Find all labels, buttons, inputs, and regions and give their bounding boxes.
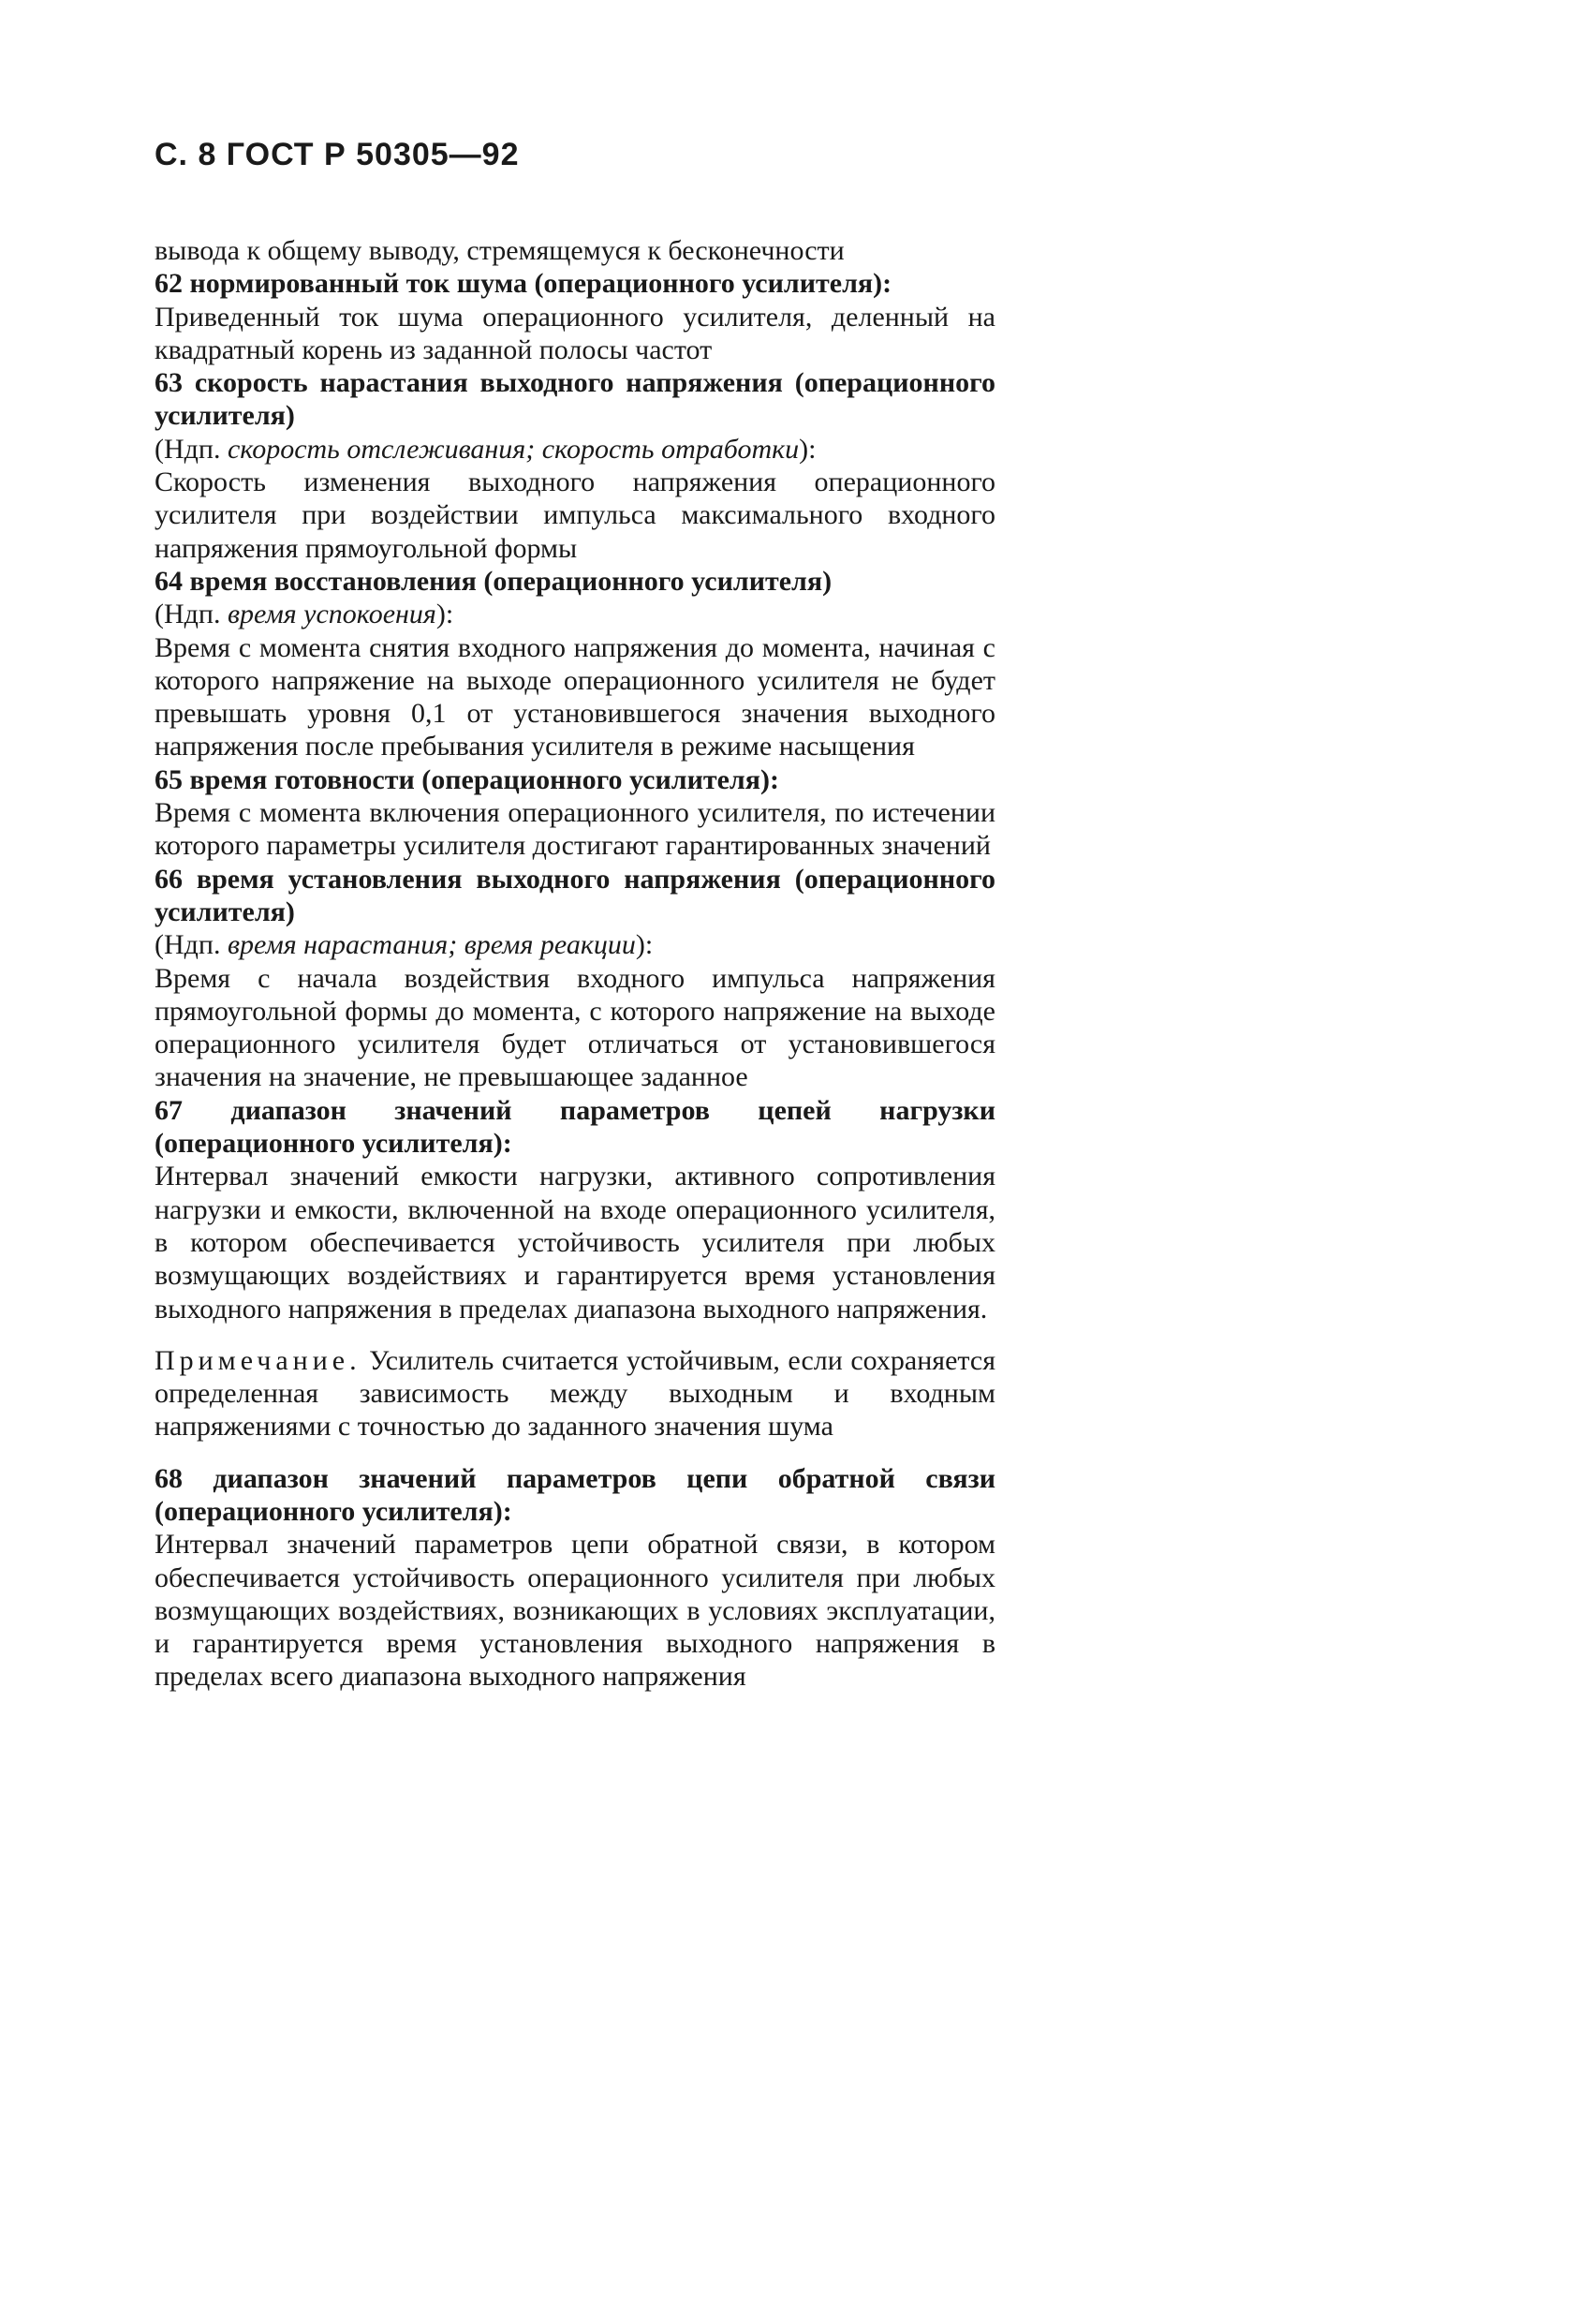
deprecated-prefix: (Ндп. [155,599,228,630]
term-title: 68 диапазон значений параметров цепи обратной связи (операционного усилителя): [155,1462,995,1527]
deprecated-prefix: (Ндп. [155,433,228,465]
term-definition: Время с начала воздействия входного импульса напряжения прямоугольной формы до момента, с которого напряжение на выходе операционного усилителя будет отличаться от установившегося значения на значение, не превышающее заданное [155,962,995,1093]
term-definition: Время с момента снятия входного напряжения до момента, начиная с которого напряжение на выходе операционного усилителя не будет превышать уровня 0,1 от установившегося значения выходного напряжения после пребывания усилителя в режиме насыщения [155,631,995,762]
term-entry-63 [155,366,995,565]
term-title: 65 время готовности (операционного усилителя): [155,763,779,795]
document-body [155,234,995,1694]
term-entry-66 [155,863,995,1094]
note-paragraph [155,1344,995,1443]
continued-definition: вывода к общему выводу, стремящемуся к бесконечности [155,235,845,266]
deprecated-terms [155,928,995,961]
term-title: 63 скорость нарастания выходного напряжения (операционного усилителя) [155,367,995,432]
term-entry-64 [155,565,995,763]
term-definition: Скорость изменения выходного напряжения операционного усилителя при воздействии импульса максимального входного напряжения прямоугольной формы [155,466,995,564]
term-definition: Время с момента включения операционного усилителя, по истечении которого параметры усилителя достигают гарантированных значений [155,797,995,862]
deprecated-suffix: ): [799,433,817,465]
deprecated-term-list: скорость отслеживания; скорость отработки [227,433,800,465]
note-text: Усилитель считается устойчивым, если сохраняется определенная зависимость между выходным и входным напряжениями с точностью до заданного значения шума [155,1344,995,1443]
term-entry-65 [155,763,995,863]
term-entry-68 [155,1462,995,1694]
term-entry-62 [155,267,995,366]
deprecated-term-list: время нарастания; время реакции [227,929,636,961]
deprecated-prefix: (Ндп. [155,929,228,961]
term-entry-67 [155,1094,995,1325]
deprecated-suffix: ): [435,599,454,630]
note-label: Примечание. [155,1344,361,1376]
term-title: 67 диапазон значений параметров цепей нагрузки (операционного усилителя): [155,1094,995,1160]
term-definition: Интервал значений параметров цепи обратной связи, в котором обеспечивается устойчивость операционного усилителя при любых возмущающих воздействиях, возникающих в условиях эксплуатации, и гарантируется время установления выходного напряжения в пределах всего диапазона выходного напряжения [155,1529,995,1693]
term-title: 64 время восстановления (операционного усилителя) [155,565,833,597]
deprecated-terms [155,433,995,466]
deprecated-terms [155,598,995,630]
term-definition: Интервал значений емкости нагрузки, активного сопротивления нагрузки и емкости, включенной на входе операционного усилителя, в котором обеспечивается устойчивость усилителя при любых возмущающих воздействиях и гарантируется время установления выходного напряжения в пределах диапазона выходного напряжения. [155,1161,995,1325]
deprecated-term-list: время успокоения [227,599,436,630]
term-title: 62 нормированный ток шума (операционного усилителя): [155,268,892,300]
deprecated-suffix: ): [635,929,654,961]
page-header: С. 8 ГОСТ Р 50305—92 [155,137,520,172]
term-definition: Приведенный ток шума операционного усилителя, деленный на квадратный корень из заданной полосы частот [155,301,995,365]
term-title: 66 время установления выходного напряжения (операционного усилителя) [155,863,995,927]
